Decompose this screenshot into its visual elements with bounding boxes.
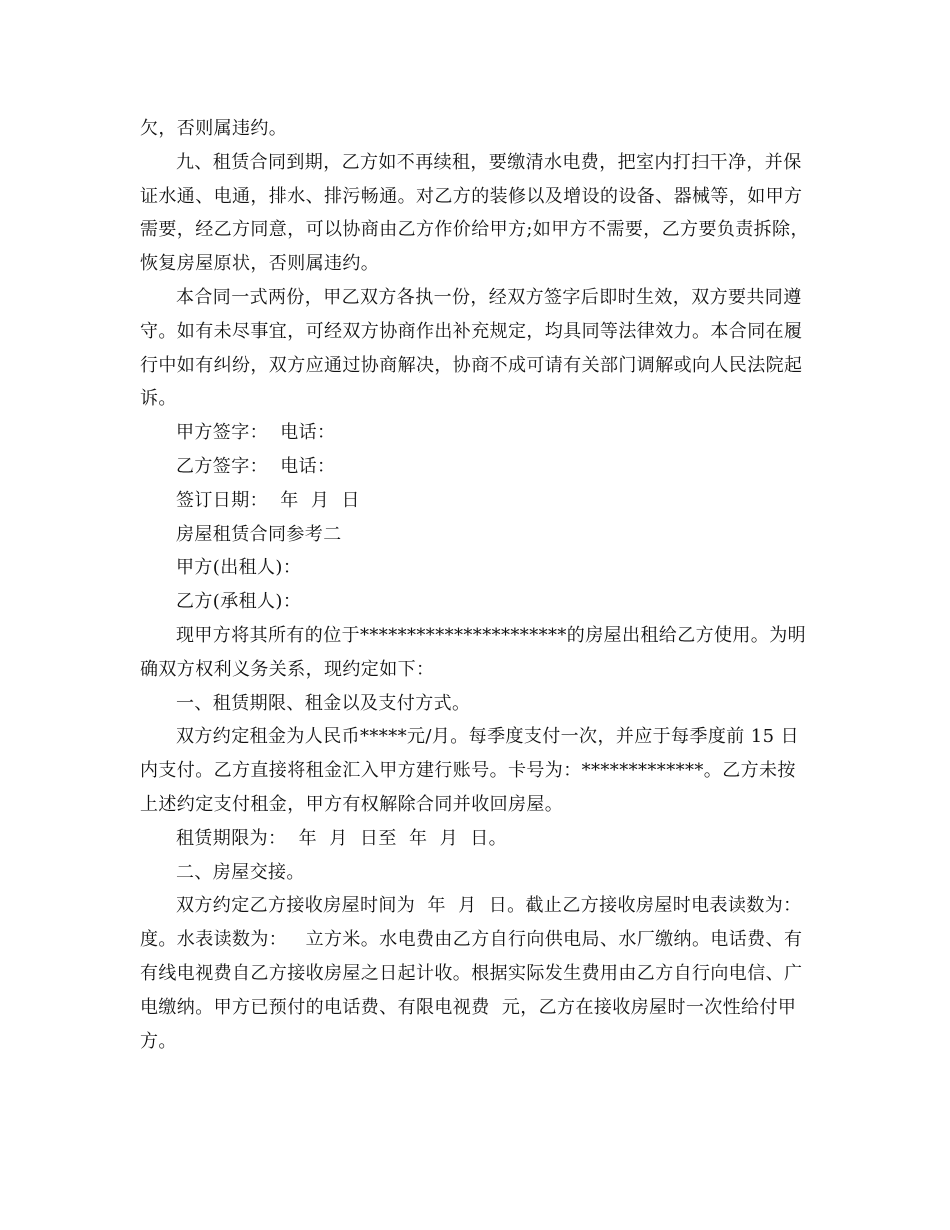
contract-subtitle: 房屋租赁合同参考二	[176, 523, 342, 545]
text-line: 上述约定支付租金，甲方有权解除合同并收回房屋。	[140, 793, 564, 815]
section-heading: 二、房屋交接。	[176, 861, 305, 883]
text-line: 需要，经乙方同意，可以协商由乙方作价给甲方;如甲方不需要，乙方要负责拆除，	[140, 219, 809, 241]
lease-term-line: 租赁期限为： 年 月 日至 年 月 日。	[176, 827, 508, 849]
text-line: 恢复房屋原状，否则属违约。	[140, 253, 380, 275]
text-line: 证水通、电通，排水、排污畅通。对乙方的装修以及增设的设备、器械等，如甲方	[140, 185, 803, 207]
text-line: 电缴纳。甲方已预付的电话费、有限电视费 元，乙方在接收房屋时一次性给付甲	[140, 996, 797, 1018]
text-line: 方。	[140, 1030, 177, 1052]
text-line: 诉。	[140, 388, 177, 410]
text-line: 有线电视费自乙方接收房屋之日起计收。根据实际发生费用由乙方自行向电信、广	[140, 962, 803, 984]
party-b-line: 乙方(承租人)：	[176, 591, 302, 613]
signature-line-party-a: 甲方签字： 电话：	[176, 422, 336, 444]
document-body	[140, 112, 812, 1058]
section-heading: 一、租赁期限、租金以及支付方式。	[176, 692, 471, 714]
text-line: 本合同一式两份，甲乙双方各执一份，经双方签字后即时生效，双方要共同遵	[176, 286, 802, 308]
text-line: 内支付。乙方直接将租金汇入甲方建行账号。卡号为：*************。乙方未按	[140, 760, 796, 782]
text-line: 九、租赁合同到期，乙方如不再续租，要缴清水电费，把室内打扫干净，并保	[176, 151, 802, 173]
text-line: 确双方权利义务关系，现约定如下：	[140, 658, 435, 680]
document-page	[140, 112, 812, 1058]
party-a-line: 甲方(出租人)：	[176, 557, 302, 579]
text-line: 守。如有未尽事宜，可经双方协商作出补充规定，均具同等法律效力。本合同在履	[140, 320, 803, 342]
text-line: 双方约定乙方接收房屋时间为 年 月 日。截止乙方接收房屋时电表读数为：	[176, 895, 802, 917]
text-line: 现甲方将其所有的位于**********************的房屋出租给乙方使用。为明	[176, 624, 806, 646]
text-line: 双方约定租金为人民币*****元/月。每季度支付一次，并应于每季度前 15 日	[176, 726, 800, 748]
signature-line-party-b: 乙方签字： 电话：	[176, 455, 336, 477]
text-line: 欠，否则属违约。	[140, 118, 288, 139]
signing-date-line: 签订日期： 年 月 日	[176, 489, 360, 511]
text-line: 度。水表读数为： 立方米。水电费由乙方自行向供电局、水厂缴纳。电话费、有	[140, 929, 803, 951]
text-line: 行中如有纠纷，双方应通过协商解决，协商不成可请有关部门调解或向人民法院起	[140, 354, 803, 376]
